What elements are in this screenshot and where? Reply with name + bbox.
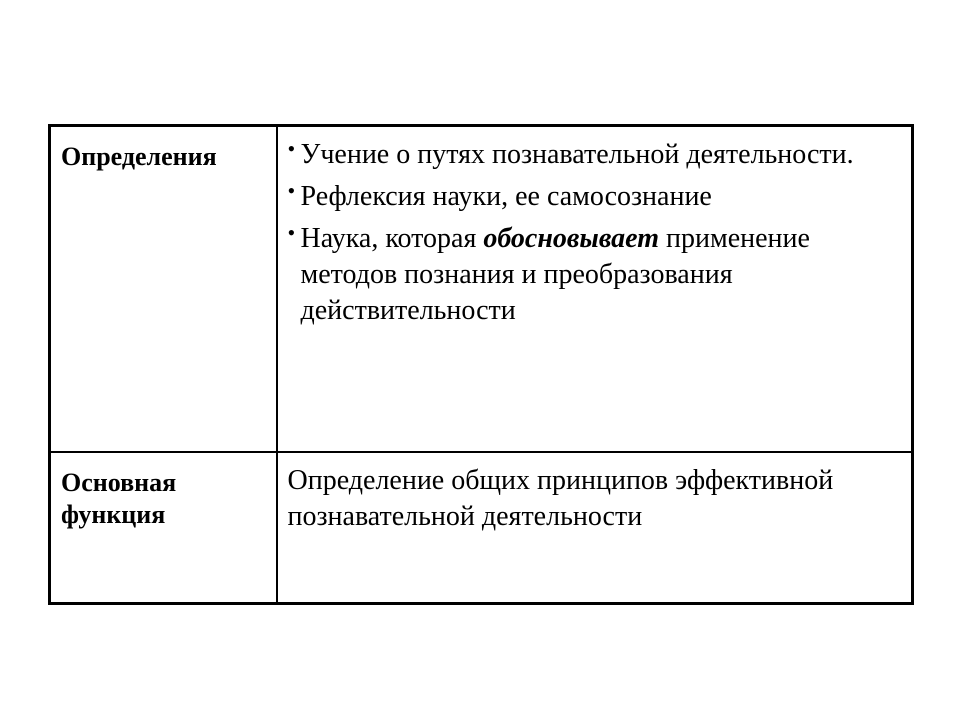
content-table <box>48 124 914 605</box>
row-header-main-function: Основная функция <box>50 452 277 604</box>
table-row-definitions <box>50 126 913 452</box>
definition-item-3-start: Наука, которая <box>300 223 484 254</box>
row-header-definitions: Определения <box>50 126 277 452</box>
definition-item-3-end: применение методов познания и преобразования действительности <box>300 223 810 326</box>
definition-item-2: • Рефлексия науки, ее самосознание <box>288 179 904 215</box>
definition-item-3-emphasis: обосновывает <box>483 223 659 254</box>
definitions-list <box>288 137 904 329</box>
table-row-main-function <box>50 452 913 604</box>
definition-item-3 <box>288 221 904 329</box>
definition-item-1: • Учение о путях познавательной деятельности. <box>288 137 904 173</box>
definitions-cell <box>277 126 913 452</box>
main-function-text: Определение общих принципов эффективной познавательной деятельности <box>277 452 913 604</box>
